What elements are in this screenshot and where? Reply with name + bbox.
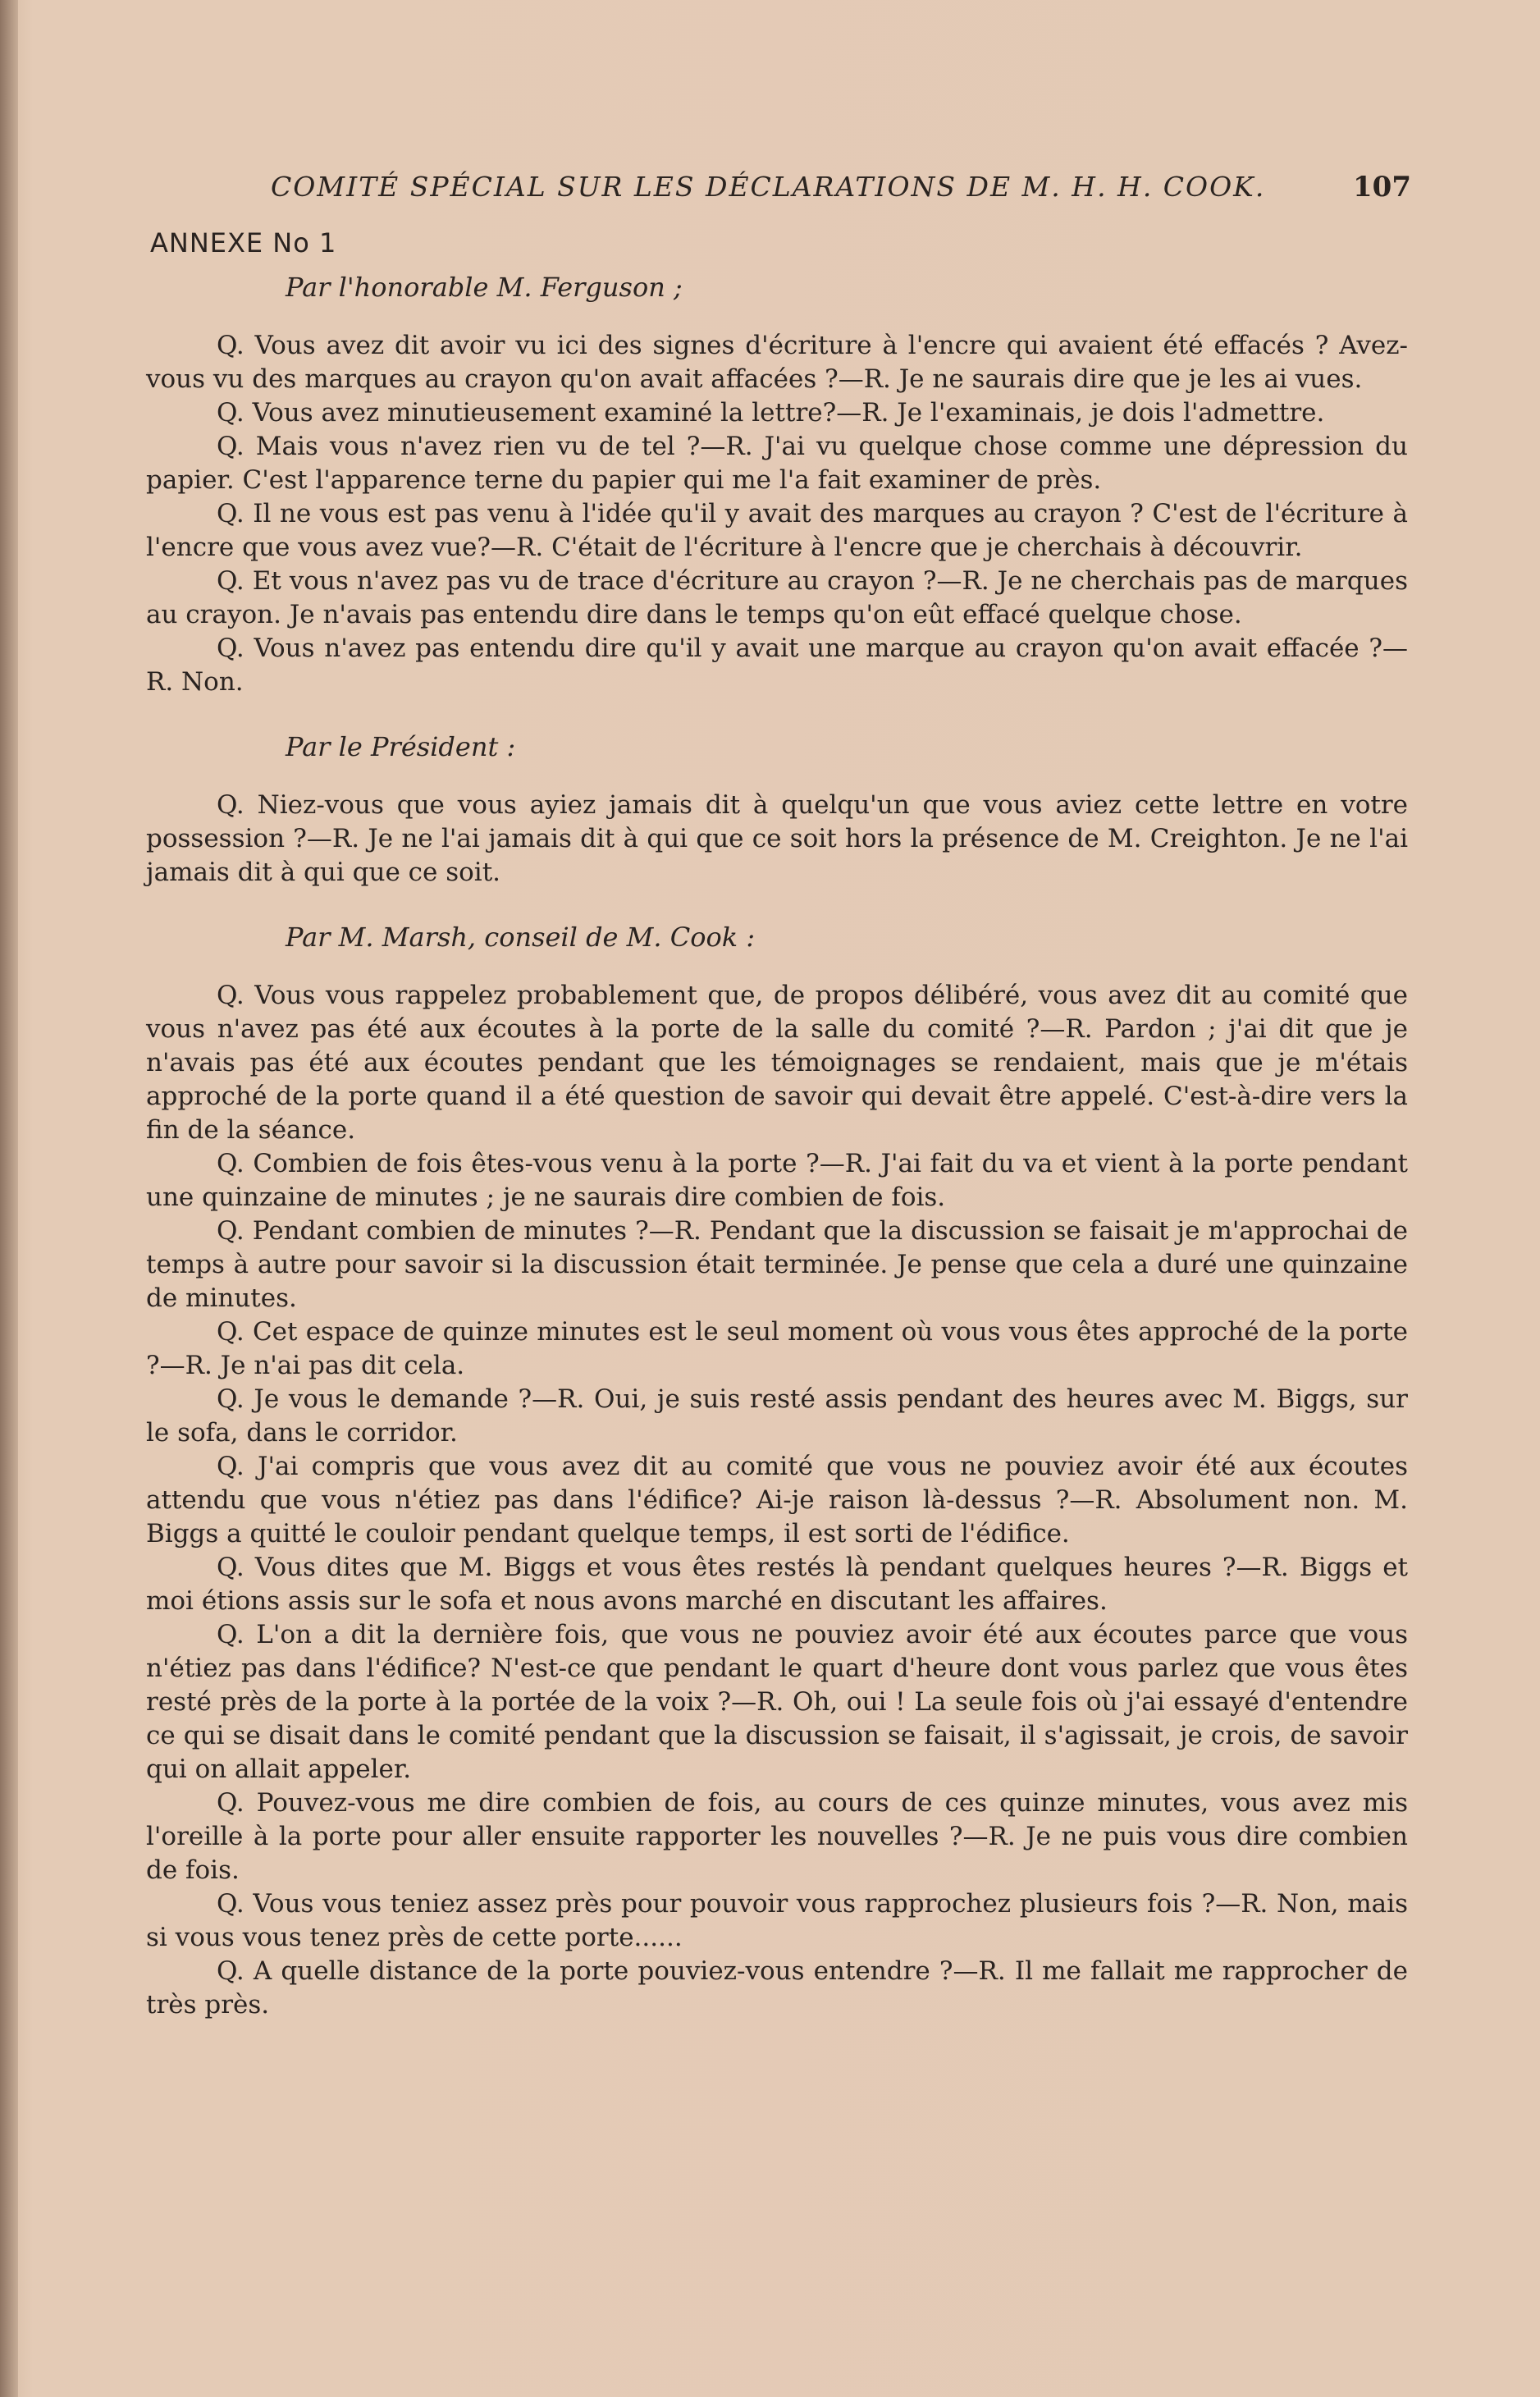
qa-paragraph: Q. J'ai compris que vous avez dit au comité que vous ne pouviez avoir été aux écoutes attendu que vous n'étiez pas dans l'édifice? Ai-je raison là-dessus ?—R. Absolument non. M. Biggs a quitté le couloir pendant quelque temps, il est sorti de l'édifice.: [146, 1452, 1408, 1548]
qa-paragraph: Q. Et vous n'avez pas vu de trace d'écriture au crayon ?—R. Je ne cherchais pas de marques au crayon. Je n'avais pas entendu dire dans le temps qu'on eût effacé quelque chose.: [146, 566, 1408, 629]
testimony-body: [146, 271, 1408, 2022]
speaker-heading: Par M. Marsh, conseil de M. Cook :: [286, 922, 756, 953]
qa-paragraph: Q. A quelle distance de la porte pouviez-vous entendre ?—R. Il me fallait me rapprocher de très près.: [146, 1956, 1408, 2020]
qa-paragraph: Q. Combien de fois êtes-vous venu à la porte ?—R. J'ai fait du va et vient à la porte pendant une quinzaine de minutes ; je ne saurais dire combien de fois.: [146, 1149, 1408, 1212]
qa-paragraph: Q. Vous n'avez pas entendu dire qu'il y avait une marque au crayon qu'on avait effacée ?—R. Non.: [146, 634, 1408, 697]
qa-paragraph: Q. Pendant combien de minutes ?—R. Pendant que la discussion se faisait je m'approchai de temps à autre pour savoir si la discussion était terminée. Je pense que cela a duré une quinzaine de minutes.: [146, 1216, 1408, 1313]
speaker-heading: Par l'honorable M. Ferguson ;: [286, 272, 683, 303]
qa-paragraph: Q. Vous avez dit avoir vu ici des signes d'écriture à l'encre qui avaient été effacés ? Avez-vous vu des marques au crayon qu'on avait affacées ?—R. Je ne saurais dire que je les ai vues.: [146, 331, 1408, 394]
qa-paragraph: Q. Pouvez-vous me dire combien de fois, au cours de ces quinze minutes, vous avez mis l'oreille à la porte pour aller ensuite rapporter les nouvelles ?—R. Je ne puis vous dire combien de fois.: [146, 1788, 1408, 1885]
qa-paragraph: Q. Mais vous n'avez rien vu de tel ?—R. J'ai vu quelque chose comme une dépression du papier. C'est l'apparence terne du papier qui me l'a fait examiner de près.: [146, 432, 1408, 495]
qa-paragraph: Q. Je vous le demande ?—R. Oui, je suis resté assis pendant des heures avec M. Biggs, sur le sofa, dans le corridor.: [146, 1384, 1408, 1448]
running-header: [271, 171, 1411, 212]
qa-paragraph: Q. Il ne vous est pas venu à l'idée qu'il y avait des marques au crayon ? C'est de l'écriture à l'encre que vous avez vue?—R. C'était de l'écriture à l'encre que je cherchais à découvrir.: [146, 499, 1408, 562]
page-number: 107: [1353, 171, 1411, 204]
qa-paragraph: Q. Vous dites que M. Biggs et vous êtes restés là pendant quelques heures ?—R. Biggs et moi étions assis sur le sofa et nous avons marché en discutant les affaires.: [146, 1553, 1408, 1616]
qa-paragraph: Q. L'on a dit la dernière fois, que vous ne pouviez avoir été aux écoutes parce que vous n'étiez pas dans l'édifice? N'est-ce que pendant le quart d'heure dont vous parlez que vous êtes resté près de la porte à la portée de la voix ?—R. Oh, oui ! La seule fois où j'ai essayé d'entendre ce qui se disait dans le comité pendant que la discussion se faisait, il s'agissait, je crois, de savoir qui on allait appeler.: [146, 1620, 1408, 1784]
qa-paragraph: Q. Cet espace de quinze minutes est le seul moment où vous vous êtes approché de la porte ?—R. Je n'ai pas dit cela.: [146, 1317, 1408, 1380]
qa-paragraph: Q. Niez-vous que vous ayiez jamais dit à quelqu'un que vous aviez cette lettre en votre possession ?—R. Je ne l'ai jamais dit à qui que ce soit hors la présence de M. Creighton. Je ne l'ai jamais dit à qui que ce soit.: [146, 790, 1408, 887]
qa-paragraph: Q. Vous vous rappelez probablement que, de propos délibéré, vous avez dit au comité que vous n'avez pas été aux écoutes à la porte de la salle du comité ?—R. Pardon ; j'ai dit que je n'avais pas été aux écoutes pendant que les témoignages se rendaient, mais que je m'étais approché de la porte quand il a été question de savoir qui devait être appelé. C'est-à-dire vers la fin de la séance.: [146, 981, 1408, 1145]
book-spine-shadow: [0, 0, 18, 2397]
annex-label: ANNEXE No 1: [150, 227, 337, 258]
qa-paragraph: Q. Vous avez minutieusement examiné la lettre?—R. Je l'examinais, je dois l'admettre.: [217, 398, 1325, 428]
running-title: COMITÉ SPÉCIAL SUR LES DÉCLARATIONS DE M. H. H. COOK.: [271, 171, 1266, 203]
speaker-heading: Par le Président :: [286, 731, 516, 762]
qa-paragraph: Q. Vous vous teniez assez près pour pouvoir vous rapprochez plusieurs fois ?—R. Non, mais si vous vous tenez près de cette porte......: [146, 1889, 1408, 1952]
